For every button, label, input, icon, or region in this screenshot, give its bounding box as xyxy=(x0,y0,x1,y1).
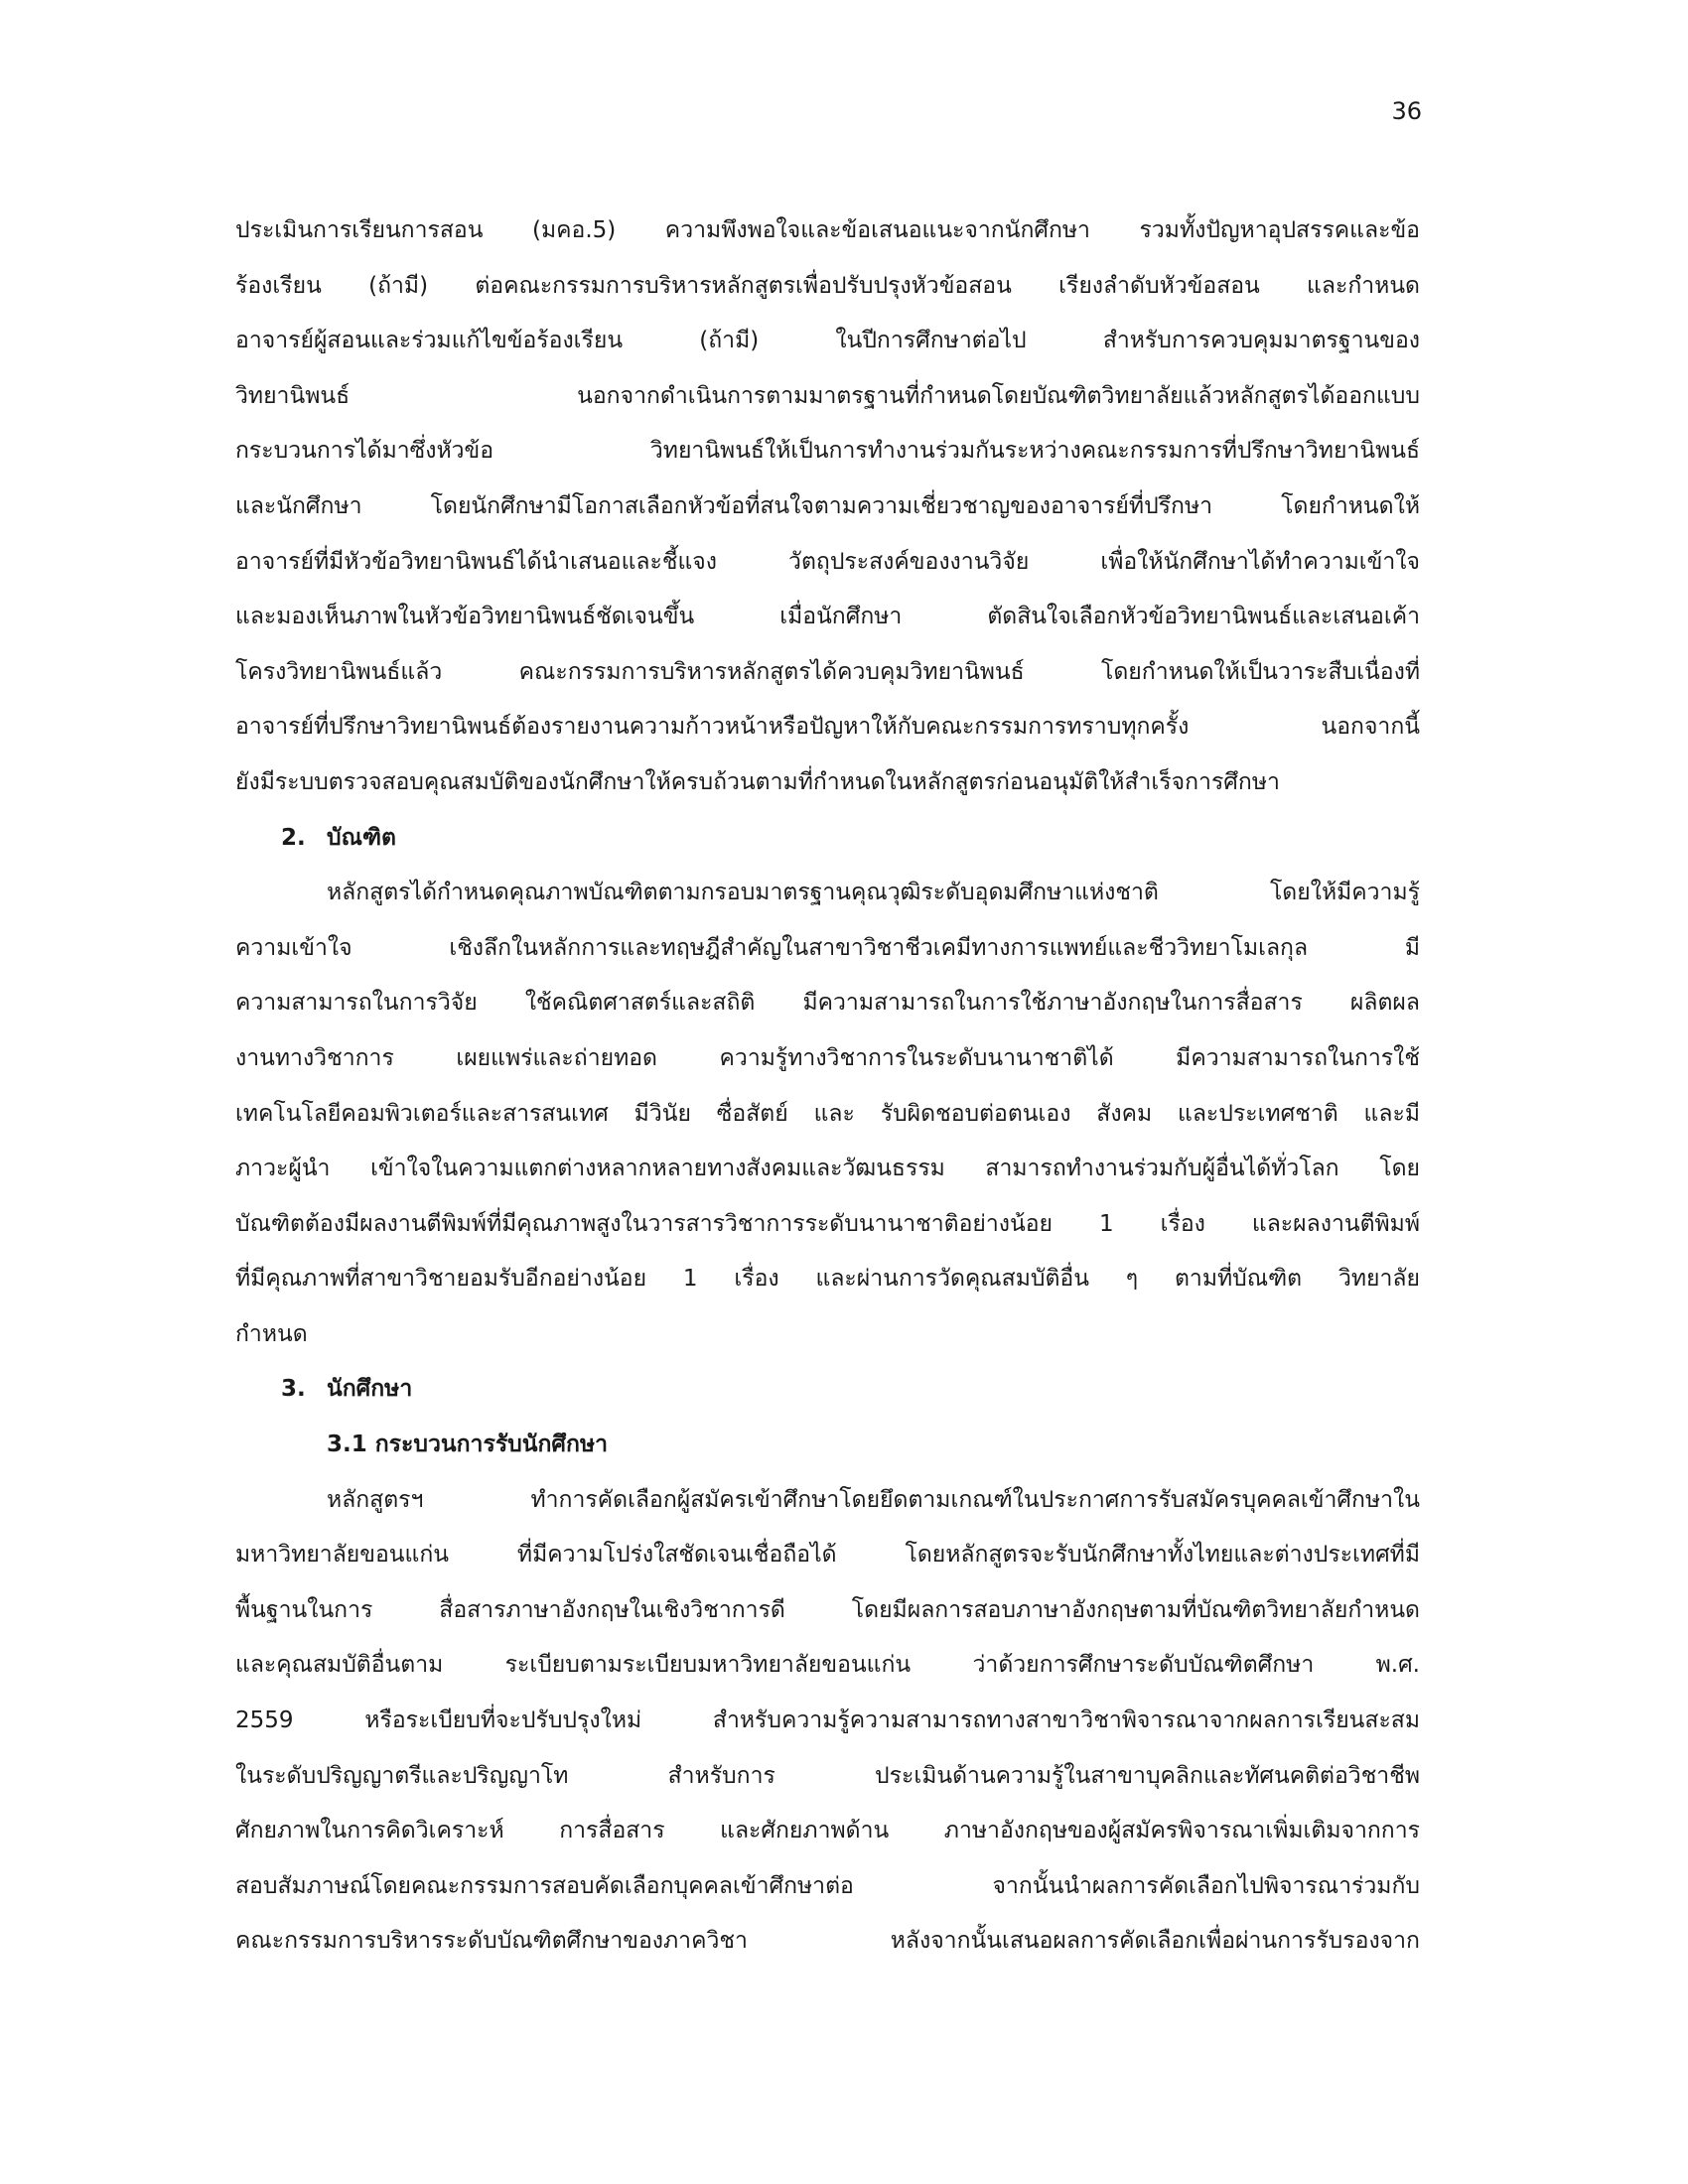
section-2-paragraph xyxy=(235,866,1420,1362)
text-line: งานทางวิชาการ เผยแพร่และถ่ายทอด ความรู้ทางวิชาการในระดับนานาชาติได้ มีความสามารถในการใช้ xyxy=(235,1044,1420,1071)
section-2-number: 2. xyxy=(281,824,306,851)
text-line: พื้นฐานในการ สื่อสารภาษาอังกฤษในเชิงวิชาการดี โดยมีผลการสอบภาษาอังกฤษตามที่บัณฑิตวิทยาลัยกำหนด xyxy=(235,1596,1420,1623)
text-line: วิทยานิพนธ์ นอกจากดำเนินการตามมาตรฐานที่กำหนดโดยบัณฑิตวิทยาลัยแล้วหลักสูตรได้ออกแบบ xyxy=(235,382,1420,409)
text-line: โครงวิทยานิพนธ์แล้ว คณะกรรมการบริหารหลักสูตรได้ควบคุมวิทยานิพนธ์ โดยกำหนดให้เป็นวาระสืบเนื่องที่ xyxy=(235,658,1420,685)
document-body xyxy=(235,204,1420,1970)
text-line: ประเมินการเรียนการสอน (มคอ.5) ความพึงพอใจและข้อเสนอแนะจากนักศึกษา รวมทั้งปัญหาอุปสรรคและข้อ xyxy=(235,217,1420,243)
text-line: เทคโนโลยีคอมพิวเตอร์และสารสนเทศ มีวินัย ซื่อสัตย์ และ รับผิดชอบต่อตนเอง สังคม และประเทศชาติ และมี xyxy=(235,1100,1420,1127)
text-line: อาจารย์ที่ปรึกษาวิทยานิพนธ์ต้องรายงานความก้าวหน้าหรือปัญหาให้กับคณะกรรมการทราบทุกครั้ง นอกจากนี้ xyxy=(235,714,1420,741)
text-line: ยังมีระบบตรวจสอบคุณสมบัติของนักศึกษาให้ครบถ้วนตามที่กำหนดในหลักสูตรก่อนอนุมัติให้สำเร็จการศึกษา xyxy=(235,768,1280,795)
text-line: หลักสูตรฯ ทำการคัดเลือกผู้สมัครเข้าศึกษาโดยยึดตามเกณฑ์ในประกาศการรับสมัครบุคคลเข้าศึกษาใน xyxy=(327,1486,1420,1513)
text-line: ศักยภาพในการคิดวิเคราะห์ การสื่อสาร และศักยภาพด้าน ภาษาอังกฤษของผู้สมัครพิจารณาเพิ่มเติมจากการ xyxy=(235,1818,1420,1844)
text-line: บัณฑิตต้องมีผลงานตีพิมพ์ที่มีคุณภาพสูงในวารสารวิชาการระดับนานาชาติอย่างน้อย 1 เรื่อง และผลงานตีพิมพ์ xyxy=(235,1210,1420,1237)
section-2-heading xyxy=(235,811,1420,867)
text-line: มหาวิทยาลัยขอนแก่น ที่มีความโปร่งใสชัดเจนเชื่อถือได้ โดยหลักสูตรจะรับนักศึกษาทั้งไทยและต่างประเทศที่มี xyxy=(235,1542,1420,1569)
text-line: กระบวนการได้มาซึ่งหัวข้อ วิทยานิพนธ์ให้เป็นการทำงานร่วมกันระหว่างคณะกรรมการที่ปรึกษาวิทยานิพนธ์ xyxy=(235,438,1420,465)
paragraph-1 xyxy=(235,204,1420,811)
section-2-title: บัณฑิต xyxy=(327,824,396,851)
text-line: สอบสัมภาษณ์โดยคณะกรรมการสอบคัดเลือกบุคคลเข้าศึกษาต่อ จากนั้นนำผลการคัดเลือกไปพิจารณาร่วมกับ xyxy=(235,1872,1420,1899)
text-line: หลักสูตรได้กำหนดคุณภาพบัณฑิตตามกรอบมาตรฐานคุณวุฒิระดับอุดมศึกษาแห่งชาติ โดยให้มีความรู้ xyxy=(327,880,1420,906)
text-line: ร้องเรียน (ถ้ามี) ต่อคณะกรรมการบริหารหลักสูตรเพื่อปรับปรุงหัวข้อสอน เรียงลำดับหัวข้อสอน และกำหนด xyxy=(235,272,1420,299)
text-line: อาจารย์ที่มีหัวข้อวิทยานิพนธ์ได้นำเสนอและชี้แจง วัตถุประสงค์ของงานวิจัย เพื่อให้นักศึกษาได้ทำความเข้าใจ xyxy=(235,548,1420,575)
text-line: ความเข้าใจ เชิงลึกในหลักการและทฤษฎีสำคัญในสาขาวิชาชีวเคมีทางการแพทย์และชีววิทยาโมเลกุล มี xyxy=(235,934,1420,961)
section-3-number: 3. xyxy=(281,1376,306,1403)
section-3-title: นักศึกษา xyxy=(327,1376,413,1403)
text-line: คณะกรรมการบริหารระดับบัณฑิตศึกษาของภาควิชา หลังจากนั้นเสนอผลการคัดเลือกเพื่อผ่านการรับรองจาก xyxy=(235,1928,1420,1955)
text-line: ความสามารถในการวิจัย ใช้คณิตศาสตร์และสถิติ มีความสามารถในการใช้ภาษาอังกฤษในการสื่อสาร ผลิตผล xyxy=(235,990,1420,1017)
text-line: 2559 หรือระเบียบที่จะปรับปรุงใหม่ สำหรับความรู้ความสามารถทางสาขาวิชาพิจารณาจากผลการเรียนสะสม xyxy=(235,1707,1420,1734)
text-line: ที่มีคุณภาพที่สาขาวิชายอมรับอีกอย่างน้อย 1 เรื่อง และผ่านการวัดคุณสมบัติอื่น ๆ ตามที่บัณฑิต วิทยาลัย xyxy=(235,1266,1420,1293)
text-line: และคุณสมบัติอื่นตาม ระเบียบตามระเบียบมหาวิทยาลัยขอนแก่น ว่าด้วยการศึกษาระดับบัณฑิตศึกษา พ.ศ. xyxy=(235,1652,1420,1679)
section-3-heading xyxy=(235,1362,1420,1418)
text-line: กำหนด xyxy=(235,1320,308,1347)
text-line: และมองเห็นภาพในหัวข้อวิทยานิพนธ์ชัดเจนขึ้น เมื่อนักศึกษา ตัดสินใจเลือกหัวข้อวิทยานิพนธ์และเสนอเค้า xyxy=(235,604,1420,630)
text-line: ในระดับปริญญาตรีและปริญญาโท สำหรับการ ประเมินด้านความรู้ในสาขาบุคลิกและทัศนคติต่อวิชาชีพ xyxy=(235,1762,1420,1789)
text-line: และนักศึกษา โดยนักศึกษามีโอกาสเลือกหัวข้อที่สนใจตามความเชี่ยวชาญของอาจารย์ที่ปรึกษา โดยกำหนดให้ xyxy=(235,492,1420,519)
text-line: อาจารย์ผู้สอนและร่วมแก้ไขข้อร้องเรียน (ถ้ามี) ในปีการศึกษาต่อไป สำหรับการควบคุมมาตรฐานของ xyxy=(235,328,1420,354)
page-number: 36 xyxy=(1391,97,1422,125)
subsection-3-1-paragraph xyxy=(235,1473,1420,1970)
subsection-3-1-heading: 3.1 กระบวนการรับนักศึกษา xyxy=(327,1432,609,1458)
text-line: ภาวะผู้นำ เข้าใจในความแตกต่างหลากหลายทางสังคมและวัฒนธรรม สามารถทำงานร่วมกับผู้อื่นได้ทั่วโลก โดย xyxy=(235,1156,1420,1182)
